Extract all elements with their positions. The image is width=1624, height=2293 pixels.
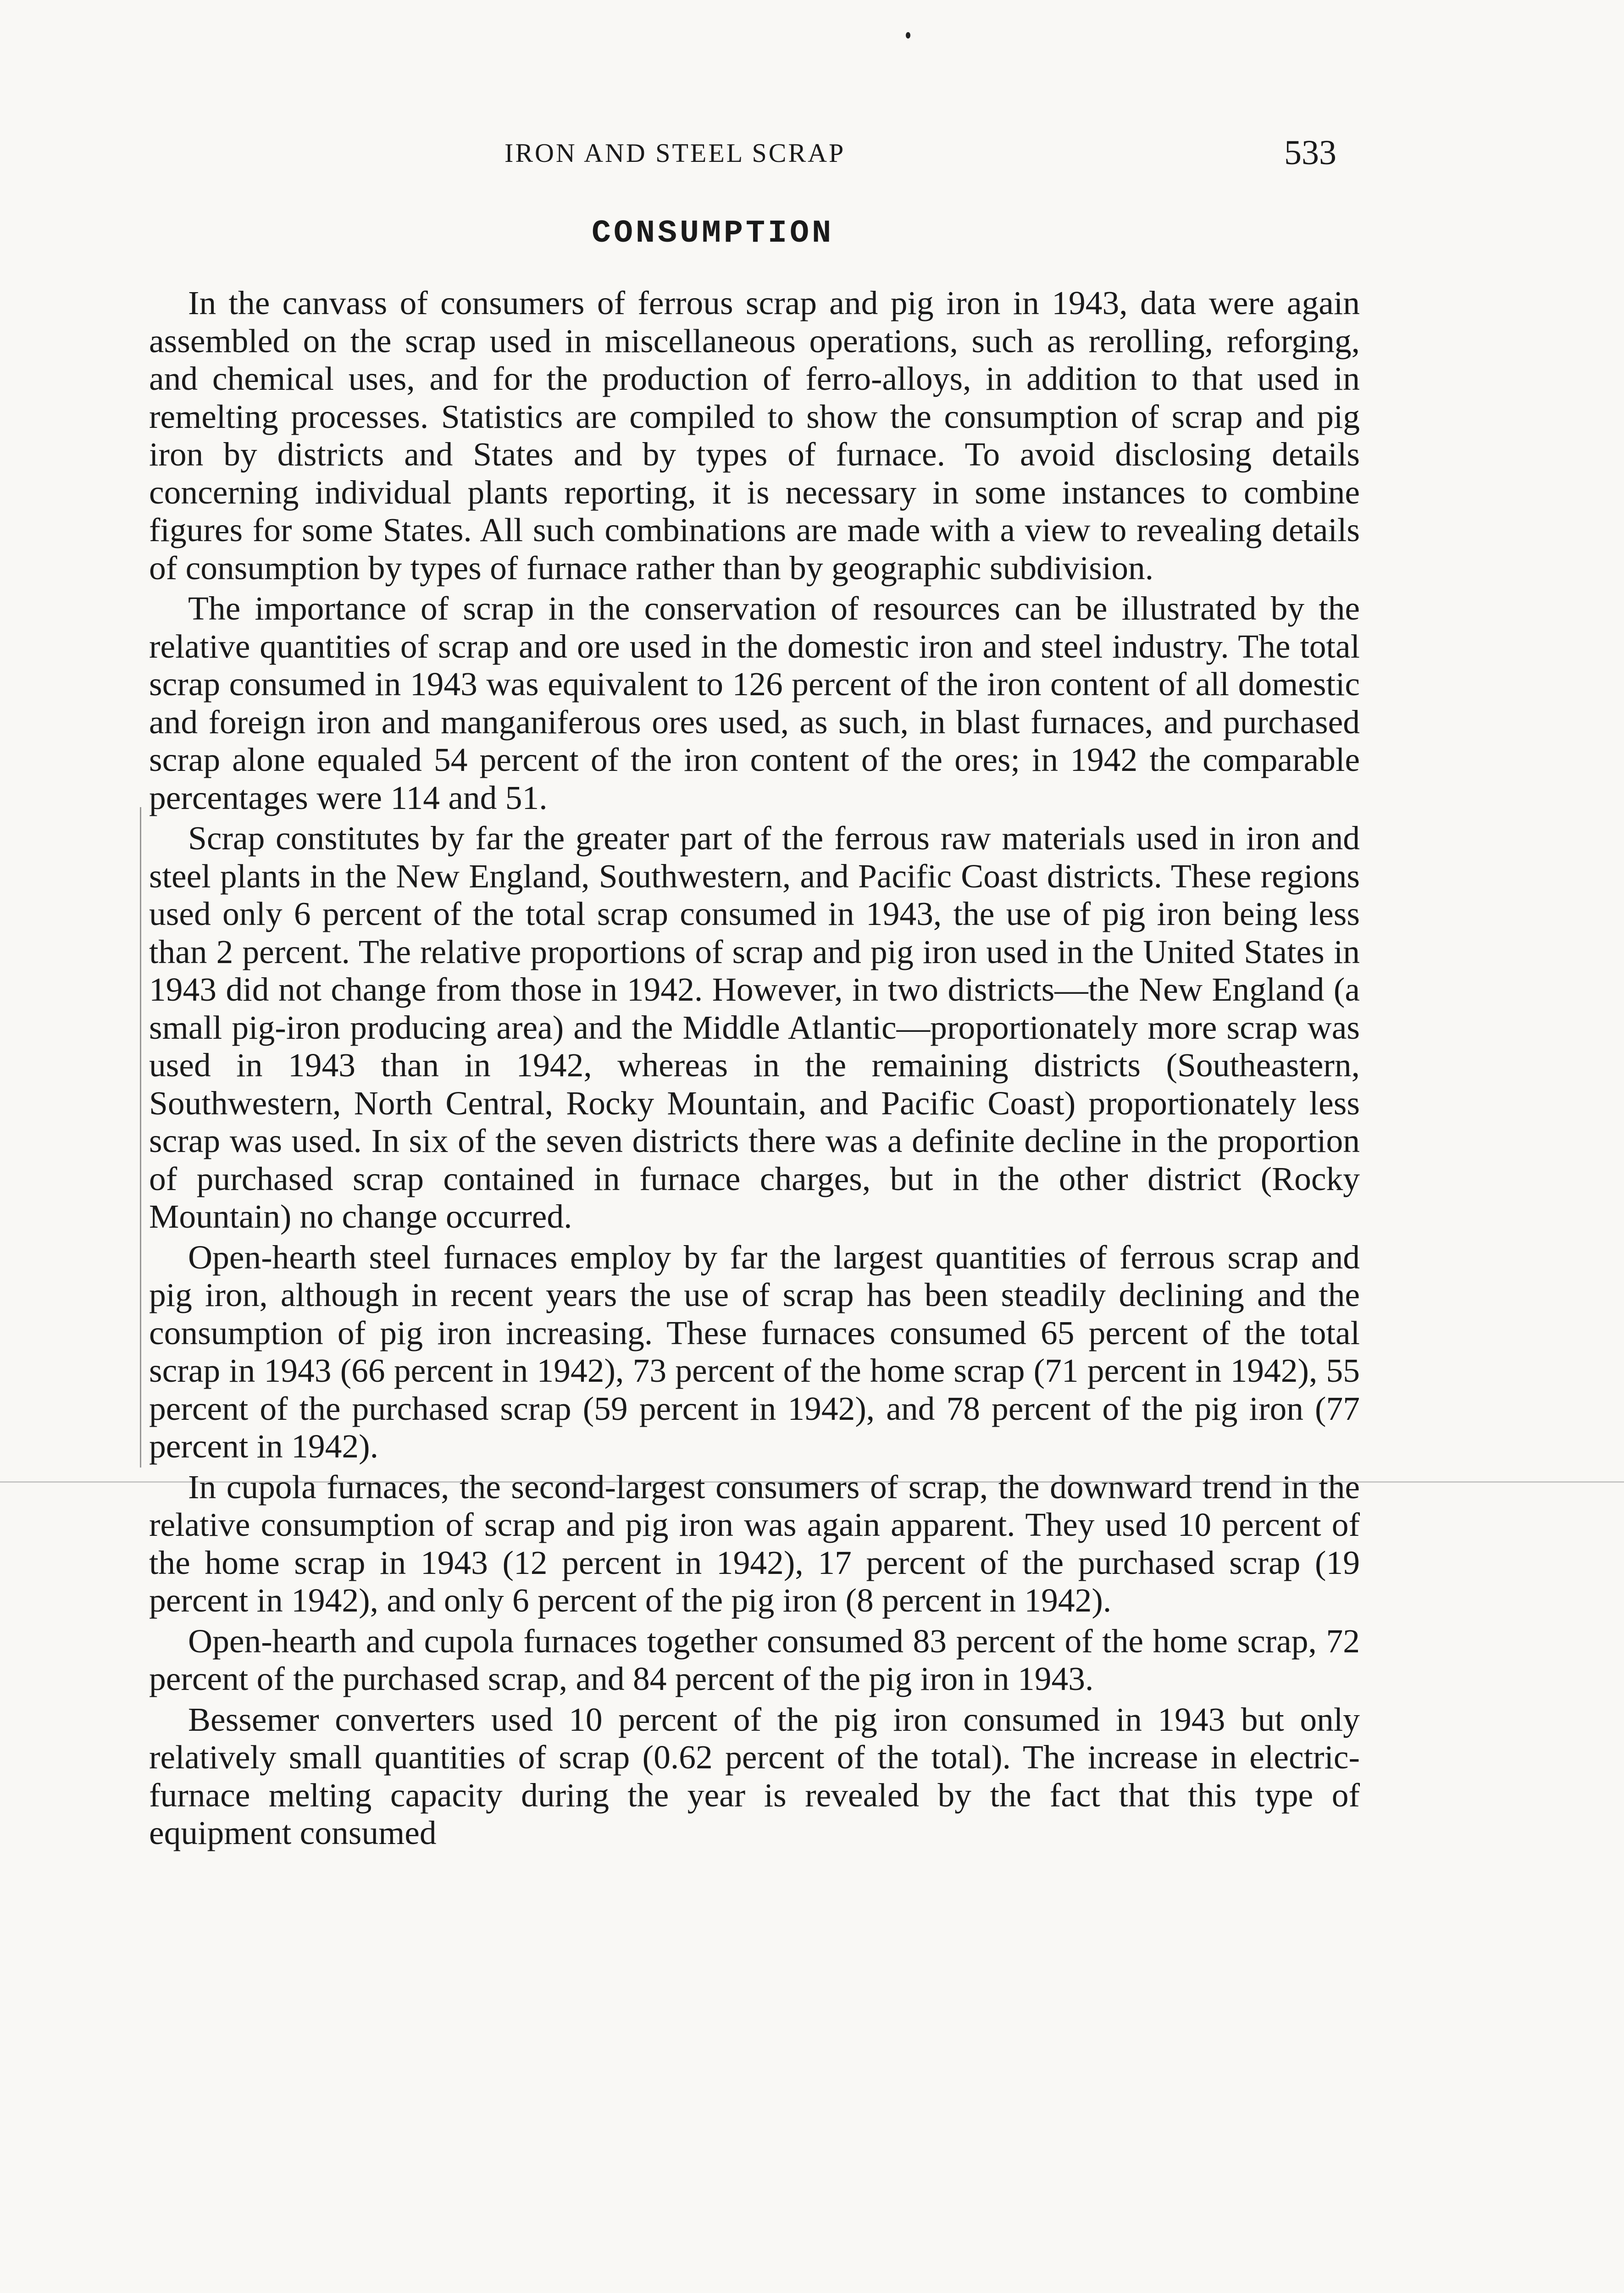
paragraph: In cupola furnaces, the second-largest consumers of scrap, the downward trend in the relative consumption of scrap and pig iron was again apparent. They used 10 percent of the home scrap in 1943 (12 percent in 1942), 17 percent of the purchased scrap (19 percent in 1942), and only 6 percent of the pig iron (8 percent in 1942). [149, 1468, 1360, 1619]
ink-speck [906, 32, 910, 39]
section-title: CONSUMPTION [592, 216, 834, 252]
paragraph: Scrap constitutes by far the greater part of the ferrous raw materials used in iron and steel plants in the New England, Southwestern, and Pacific Coast districts. These regions used only 6 percent of the total scrap consumed in 1943, the use of pig iron being less than 2 percent. The relative proportions of scrap and pig iron used in the United States in 1943 did not change from those in 1942. However, in two districts—the New England (a small pig-iron producing area) and the Middle Atlantic—proportionately more scrap was used in 1943 than in 1942, whereas in the remaining districts (Southeastern, Southwestern, North Central, Rocky Mountain, and Pacific Coast) proportionately less scrap was used. In six of the seven districts there was a definite decline in the proportion of purchased scrap contained in furnace charges, but in the other district (Rocky Mountain) no change occurred. [149, 820, 1360, 1235]
paragraph: Bessemer converters used 10 percent of the pig iron consumed in 1943 but only relatively small quantities of scrap (0.62 percent of the total). The increase in electric-furnace melting capacity during the year is revealed by the fact that this type of equipment consumed [149, 1700, 1360, 1851]
margin-scan-line [140, 807, 141, 1468]
paragraph: Open-hearth and cupola furnaces together consumed 83 percent of the home scrap, 72 percent of the purchased scrap, and 84 percent of the pig iron in 1943. [149, 1622, 1360, 1697]
body-text [149, 284, 1360, 1855]
page-number: 533 [1284, 133, 1336, 172]
paragraph: In the canvass of consumers of ferrous scrap and pig iron in 1943, data were again assembled on the scrap used in miscellaneous operations, such as rerolling, reforging, and chemical uses, and for the production of ferro-alloys, in addition to that used in remelting processes. Statistics are compiled to show the consumption of scrap and pig iron by districts and States and by types of furnace. To avoid disclosing details concerning individual plants reporting, it is necessary in some instances to combine figures for some States. All such combinations are made with a view to revealing details of consumption by types of furnace rather than by geographic subdivision. [149, 284, 1360, 587]
paragraph: Open-hearth steel furnaces employ by far the largest quantities of ferrous scrap and pig iron, although in recent years the use of scrap has been steadily declining and the consumption of pig iron increasing. These furnaces consumed 65 percent of the total scrap in 1943 (66 percent in 1942), 73 percent of the home scrap (71 percent in 1942), 55 percent of the purchased scrap (59 percent in 1942), and 78 percent of the pig iron (77 percent in 1942). [149, 1238, 1360, 1465]
running-head-title: IRON AND STEEL SCRAP [504, 138, 846, 168]
paragraph: The importance of scrap in the conservation of resources can be illustrated by the relative quantities of scrap and ore used in the domestic iron and steel industry. The total scrap consumed in 1943 was equivalent to 126 percent of the iron content of all domestic and foreign iron and manganiferous ores used, as such, in blast furnaces, and purchased scrap alone equaled 54 percent of the iron content of the ores; in 1942 the comparable percentages were 114 and 51. [149, 590, 1360, 816]
